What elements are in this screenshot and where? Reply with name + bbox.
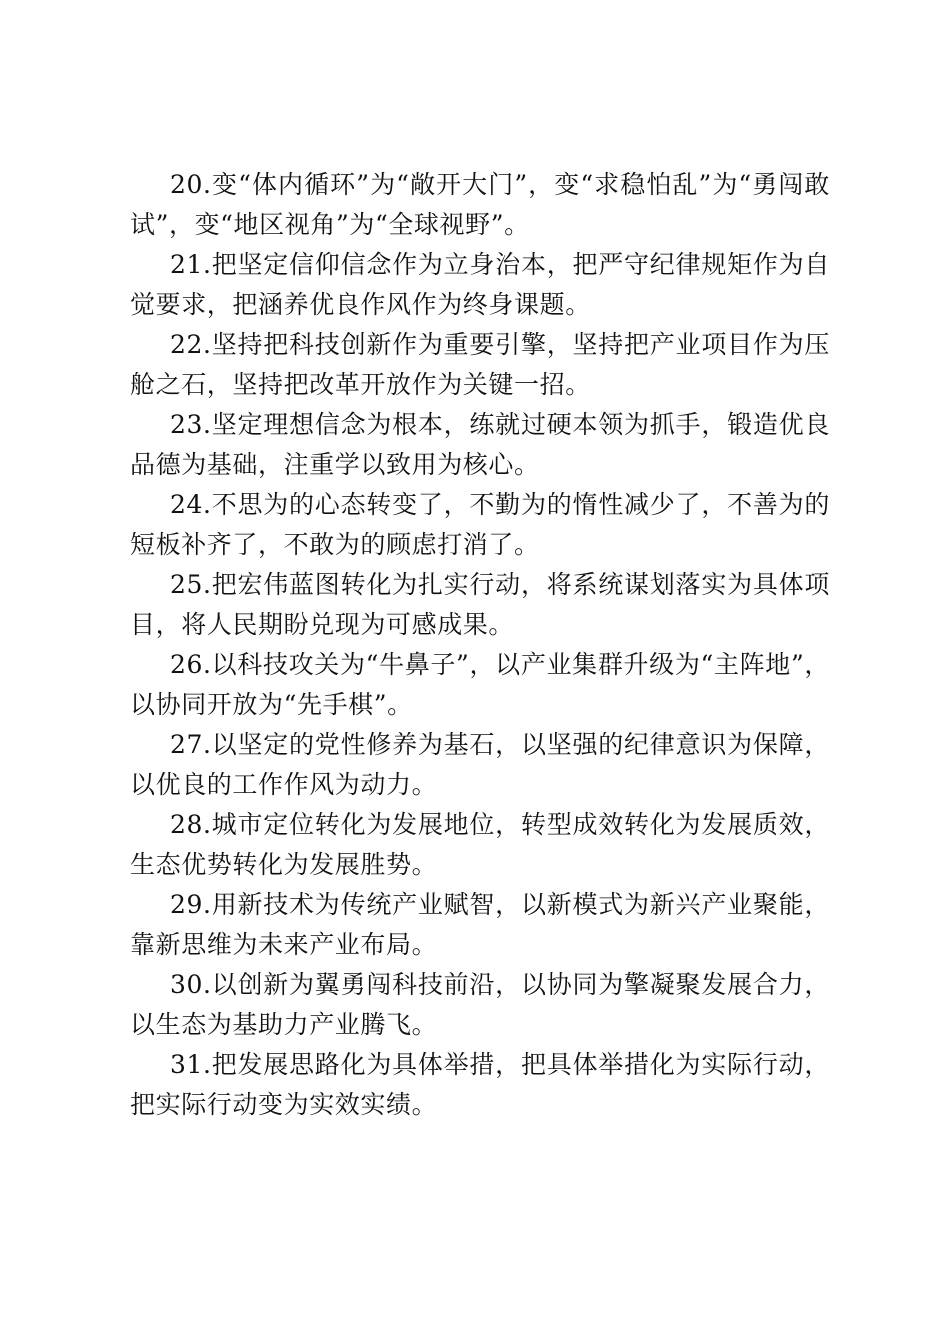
paragraph-30: 30.以创新为翼勇闯科技前沿，以协同为擎凝聚发展合力，以生态为基助力产业腾飞。 <box>130 970 830 1039</box>
paragraph-28: 28.城市定位转化为发展地位，转型成效转化为发展质效，生态优势转化为发展胜势。 <box>130 810 830 879</box>
paragraph-22: 22.坚持把科技创新作为重要引擎，坚持把产业项目作为压舱之石，坚持把改革开放作为关键一招。 <box>130 330 830 399</box>
paragraph-29: 29.用新技术为传统产业赋智，以新模式为新兴产业聚能，靠新思维为未来产业布局。 <box>130 890 830 959</box>
paragraph-26: 26.以科技攻关为“牛鼻子”，以产业集群升级为“主阵地”，以协同开放为“先手棋”。 <box>130 650 830 719</box>
paragraph-31: 31.把发展思路化为具体举措，把具体举措化为实际行动，把实际行动变为实效实绩。 <box>130 1050 830 1119</box>
paragraph-23: 23.坚定理想信念为根本，练就过硬本领为抓手，锻造优良品德为基础，注重学以致用为核心。 <box>130 410 830 479</box>
paragraph-25: 25.把宏伟蓝图转化为扎实行动，将系统谋划落实为具体项目，将人民期盼兑现为可感成果。 <box>130 570 830 639</box>
document-page <box>130 165 830 1125</box>
paragraph-24: 24.不思为的心态转变了，不勤为的惰性减少了，不善为的短板补齐了，不敢为的顾虑打消了。 <box>130 490 830 559</box>
paragraph-21: 21.把坚定信仰信念作为立身治本，把严守纪律规矩作为自觉要求，把涵养优良作风作为终身课题。 <box>130 250 830 319</box>
paragraph-27: 27.以坚定的党性修养为基石，以坚强的纪律意识为保障，以优良的工作作风为动力。 <box>130 730 830 799</box>
paragraph-20: 20.变“体内循环”为“敞开大门”，变“求稳怕乱”为“勇闯敢试”，变“地区视角”为“全球视野”。 <box>130 170 830 239</box>
